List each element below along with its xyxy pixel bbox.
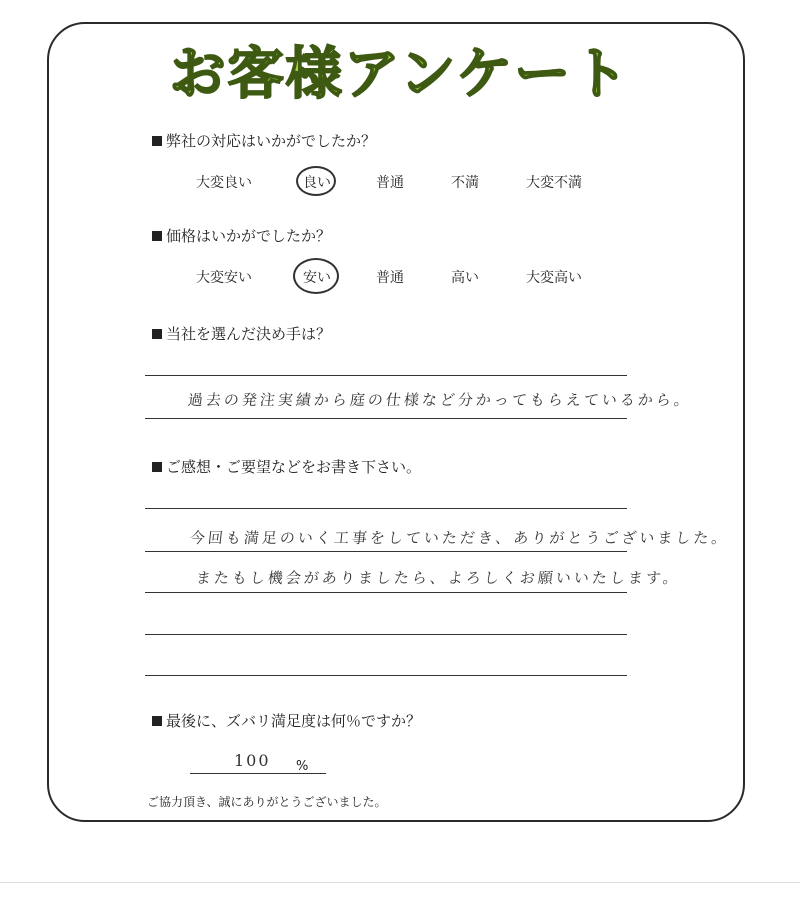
q1-option-3[interactable]: 普通 (376, 175, 404, 191)
q3-answer[interactable]: 過去の発注実績から庭の仕様など分かってもらえているから。 (187, 391, 693, 409)
question-3-label: 当社を選んだ決め手は？ (166, 325, 332, 343)
q1-option-1[interactable]: 大変良い (196, 175, 252, 191)
question-1 (152, 130, 376, 151)
q2-option-3[interactable]: 普通 (376, 270, 404, 286)
q2-option-2[interactable]: 安い (303, 270, 331, 286)
q1-option-5[interactable]: 大変不満 (526, 175, 582, 191)
question-2-label: 価格はいかがでしたか？ (166, 227, 332, 245)
q2-option-5[interactable]: 大変高い (526, 270, 582, 286)
percent-unit: % (296, 759, 309, 774)
question-4 (152, 456, 421, 477)
question-4-label: ご感想・ご要望などをお書き下さい。 (166, 458, 422, 476)
answer-line (145, 418, 627, 419)
q4-answer-line-1[interactable]: 今回も満足のいく工事をしていただき、ありがとうございました。 (189, 529, 731, 547)
survey-title: お客様アンケート (169, 42, 631, 107)
bullet-square-icon (152, 329, 162, 339)
question-1-label: 弊社の対応はいかがでしたか？ (166, 132, 377, 150)
q1-option-2[interactable]: 良い (303, 175, 331, 191)
satisfaction-value[interactable]: 100 (234, 751, 271, 770)
answer-line (145, 675, 627, 676)
question-3 (152, 323, 331, 344)
satisfaction-line (190, 773, 326, 774)
question-5 (152, 710, 421, 731)
answer-line (145, 592, 627, 593)
question-5-label: 最後に、ズバリ満足度は何％ですか？ (166, 712, 422, 730)
question-2 (152, 225, 331, 246)
scan-edge (0, 882, 800, 883)
answer-line (145, 508, 627, 509)
bullet-square-icon (152, 716, 162, 726)
q2-option-1[interactable]: 大変安い (196, 270, 252, 286)
bullet-square-icon (152, 231, 162, 241)
q2-selected-circle (293, 258, 339, 294)
answer-line (145, 375, 627, 376)
bullet-square-icon (152, 136, 162, 146)
q4-answer-line-2[interactable]: またもし機会がありましたら、よろしくお願いいたします。 (195, 569, 682, 587)
q1-selected-circle (296, 166, 336, 196)
bullet-square-icon (152, 462, 162, 472)
q1-option-4[interactable]: 不満 (451, 175, 479, 191)
answer-line (145, 551, 627, 552)
q2-option-4[interactable]: 高い (451, 270, 479, 286)
answer-line (145, 634, 627, 635)
thank-you-note: ご協力頂き、誠にありがとうございました。 (147, 795, 387, 809)
